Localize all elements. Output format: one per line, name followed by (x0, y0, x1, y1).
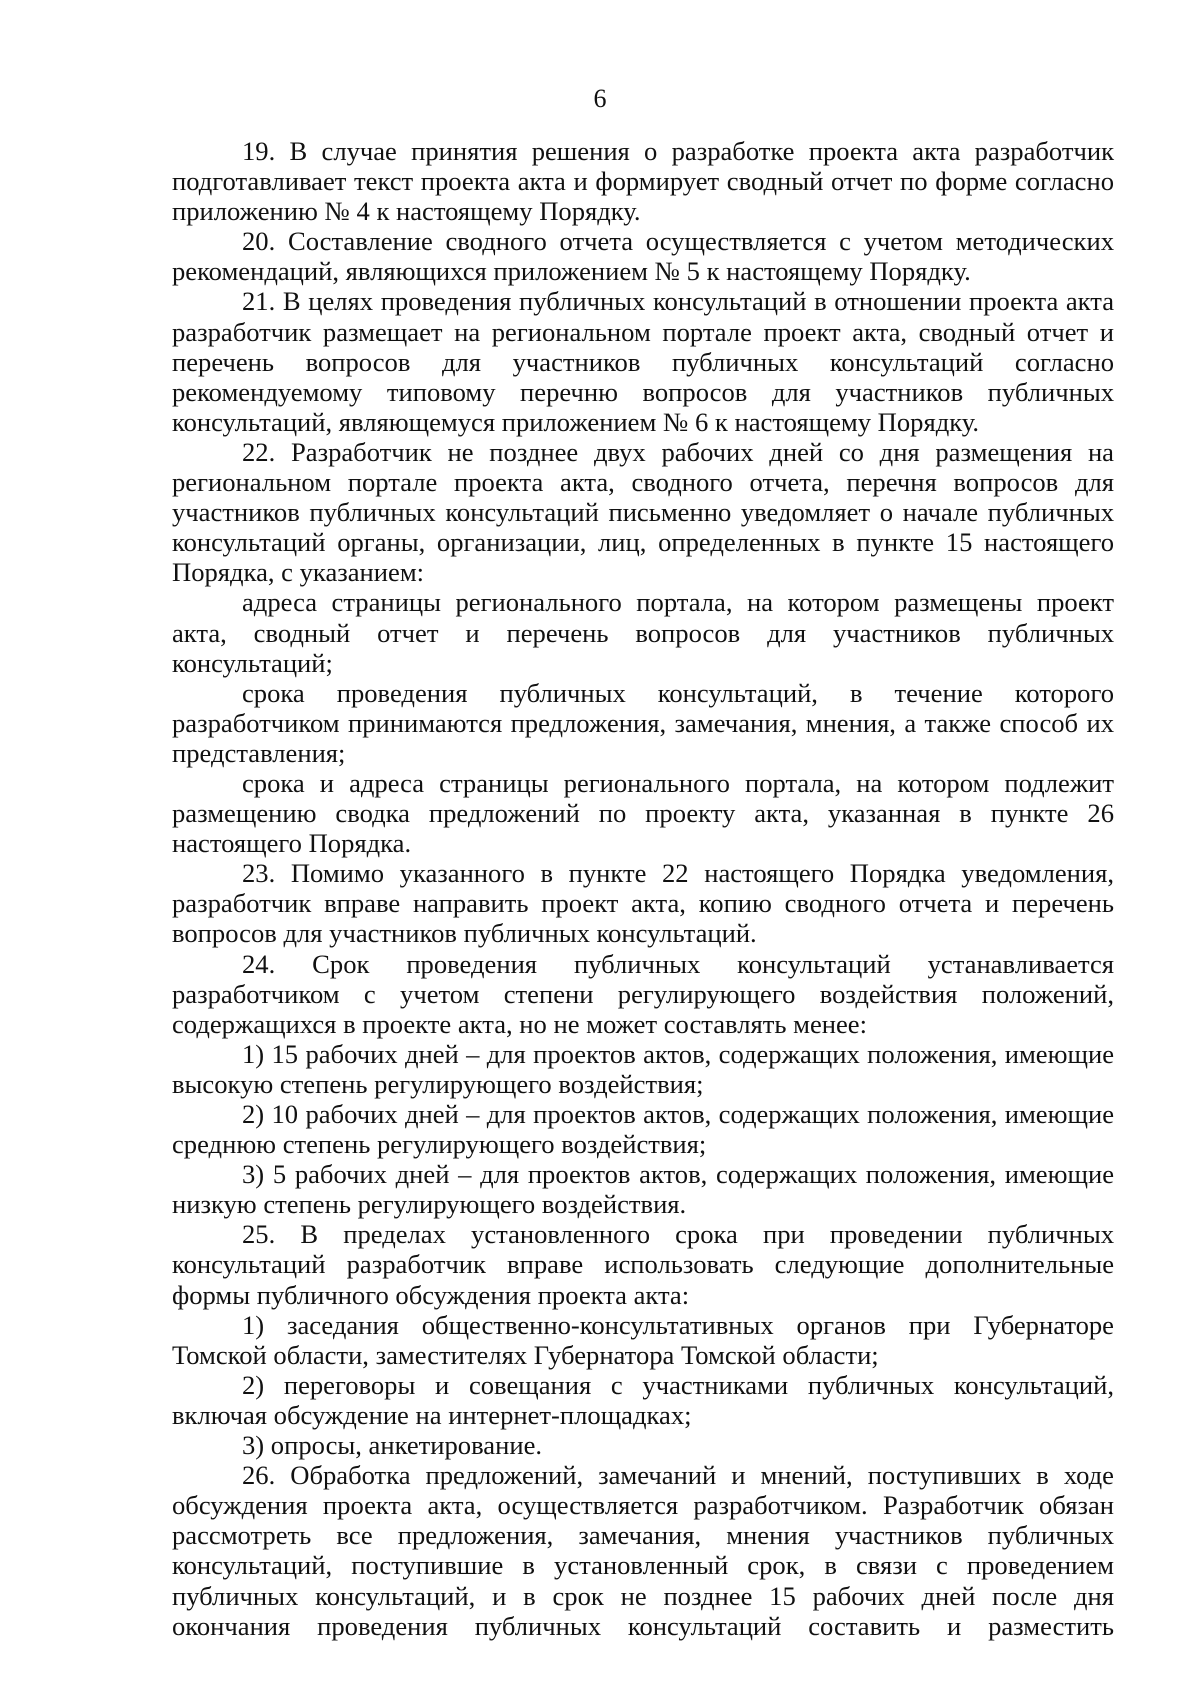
list-item-medium-degree: 2) 10 рабочих дней – для проектов актов, содержащих положения, имеющие среднюю степень регулирующего воздействия; (172, 1099, 1114, 1160)
list-item-low-degree: 3) 5 рабочих дней – для проектов актов, содержащих положения, имеющие низкую степень регулирующего воздействия. (172, 1159, 1114, 1220)
list-item-meetings: 1) заседания общественно-консультативных органов при Губернаторе Томской области, заместителях Губернатора Томской области; (172, 1309, 1114, 1370)
document-body (172, 136, 1114, 1641)
paragraph-24: 24. Срок проведения публичных консультаций устанавливается разработчиком с учетом степени регулирующего воздействия положений, содержащихся в проекте акта, но не может составлять менее: (172, 948, 1114, 1039)
list-item-portal-address: адреса страницы регионального портала, на котором размещены проект акта, сводный отчет и перечень вопросов для участников публичных консультаций; (172, 587, 1114, 678)
paragraph-20: 20. Составление сводного отчета осуществляется с учетом методических рекомендаций, являющихся приложением № 5 к настоящему Порядку. (172, 226, 1114, 287)
list-item-high-degree: 1) 15 рабочих дней – для проектов актов, содержащих положения, имеющие высокую степень регулирующего воздействия; (172, 1038, 1114, 1099)
paragraph-26: 26. Обработка предложений, замечаний и мнений, поступивших в ходе обсуждения проекта акта, осуществляется разработчиком. Разработчик обязан рассмотреть все предложения, замечания, мнения участников публичных консультаций, поступившие в установленный срок, в связи с проведением публичных консультаций, и в срок не позднее 15 рабочих дней после дня окончания проведения публичных консультаций составить и разместить (172, 1460, 1114, 1641)
paragraph-19: 19. В случае принятия решения о разработке проекта акта разработчик подготавливает текст проекта акта и формирует сводный отчет по форме согласно приложению № 4 к настоящему Порядку. (172, 136, 1114, 227)
paragraph-25: 25. В пределах установленного срока при проведении публичных консультаций разработчик вправе использовать следующие дополнительные формы публичного обсуждения проекта акта: (172, 1219, 1114, 1310)
list-item-summary-term: срока и адреса страницы регионального портала, на котором подлежит размещению сводка предложений по проекту акта, указанная в пункте 26 настоящего Порядка. (172, 767, 1114, 859)
paragraph-22: 22. Разработчик не позднее двух рабочих дней со дня размещения на региональном портале проекта акта, сводного отчета, перечня вопросов для участников публичных консультаций письменно уведомляет о начале публичных консультаций органы, организации, лиц, определенных в пункте 15 настоящего Порядка, с указанием: (172, 436, 1114, 588)
paragraph-23: 23. Помимо указанного в пункте 22 настоящего Порядка уведомления, разработчик вправе направить проект акта, копию сводного отчета и перечень вопросов для участников публичных консультаций. (172, 858, 1114, 949)
list-item-surveys: 3) опросы, анкетирование. (242, 1430, 543, 1461)
list-item-consultation-term: срока проведения публичных консультаций, в течение которого разработчиком принимаются предложения, замечания, мнения, а также способ их представления; (172, 677, 1114, 768)
paragraph-21: 21. В целях проведения публичных консультаций в отношении проекта акта разработчик размещает на региональном портале проект акта, сводный отчет и перечень вопросов для участников публичных консультаций согласно рекомендуемому типовому перечню вопросов для участников публичных консультаций, являющемуся приложением № 6 к настоящему Порядку. (172, 286, 1114, 437)
list-item-negotiations: 2) переговоры и совещания с участниками публичных консультаций, включая обсуждение на интернет-площадках; (172, 1369, 1114, 1430)
page-number: 6 (593, 84, 607, 113)
